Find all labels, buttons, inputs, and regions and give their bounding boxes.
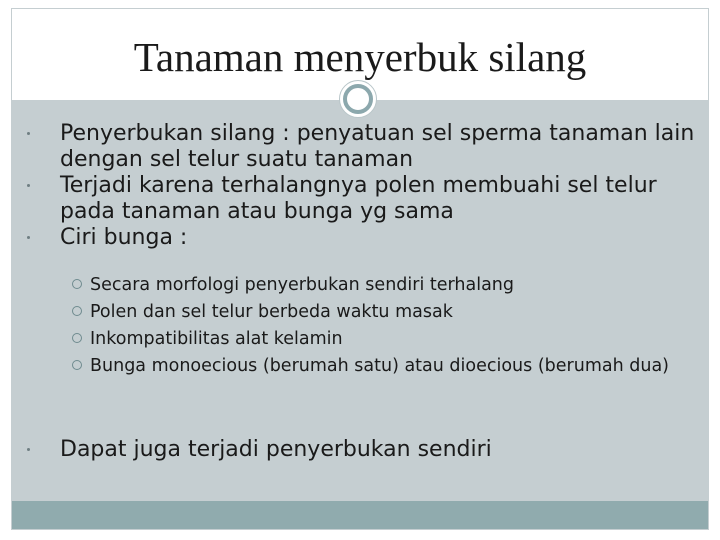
bullet-dot-icon [27, 448, 30, 451]
sub-bullet-text: Polen dan sel telur berbeda waktu masak [90, 302, 453, 322]
bullet-text: Ciri bunga : [60, 225, 188, 250]
sub-bullet-item [90, 356, 690, 376]
bullet-dot-icon [27, 236, 30, 239]
bullet-list-final [60, 437, 700, 463]
bullet-text: Penyerbukan silang : penyatuan sel sperma tanaman lain dengan sel telur suatu tanaman [60, 121, 695, 172]
bullet-item [60, 121, 700, 173]
divider-ring-icon [343, 84, 373, 114]
sub-bullet-item [90, 302, 690, 322]
sub-bullet-text: Bunga monoecious (berumah satu) atau dioecious (berumah dua) [90, 356, 669, 376]
bullet-item [60, 173, 700, 225]
ring-bullet-icon [72, 306, 82, 316]
footer-bar [12, 501, 708, 529]
bullet-item [60, 225, 700, 251]
bullet-dot-icon [27, 184, 30, 187]
bullet-item [60, 437, 700, 463]
slide-title: Tanaman menyerbuk silang [133, 34, 587, 80]
sub-bullet-item [90, 329, 690, 349]
sub-bullet-item [90, 275, 690, 295]
bullet-dot-icon [27, 132, 30, 135]
divider-circle-ornament [339, 80, 377, 118]
sub-bullet-text: Inkompatibilitas alat kelamin [90, 329, 343, 349]
bullet-list [60, 121, 700, 251]
ring-bullet-icon [72, 279, 82, 289]
ring-bullet-icon [72, 360, 82, 370]
ring-bullet-icon [72, 333, 82, 343]
sub-bullet-text: Secara morfologi penyerbukan sendiri terhalang [90, 275, 514, 295]
bullet-text: Dapat juga terjadi penyerbukan sendiri [60, 437, 492, 462]
sub-bullet-list [90, 275, 690, 376]
bullet-text: Terjadi karena terhalangnya polen membuahi sel telur pada tanaman atau bunga yg sama [60, 173, 657, 224]
